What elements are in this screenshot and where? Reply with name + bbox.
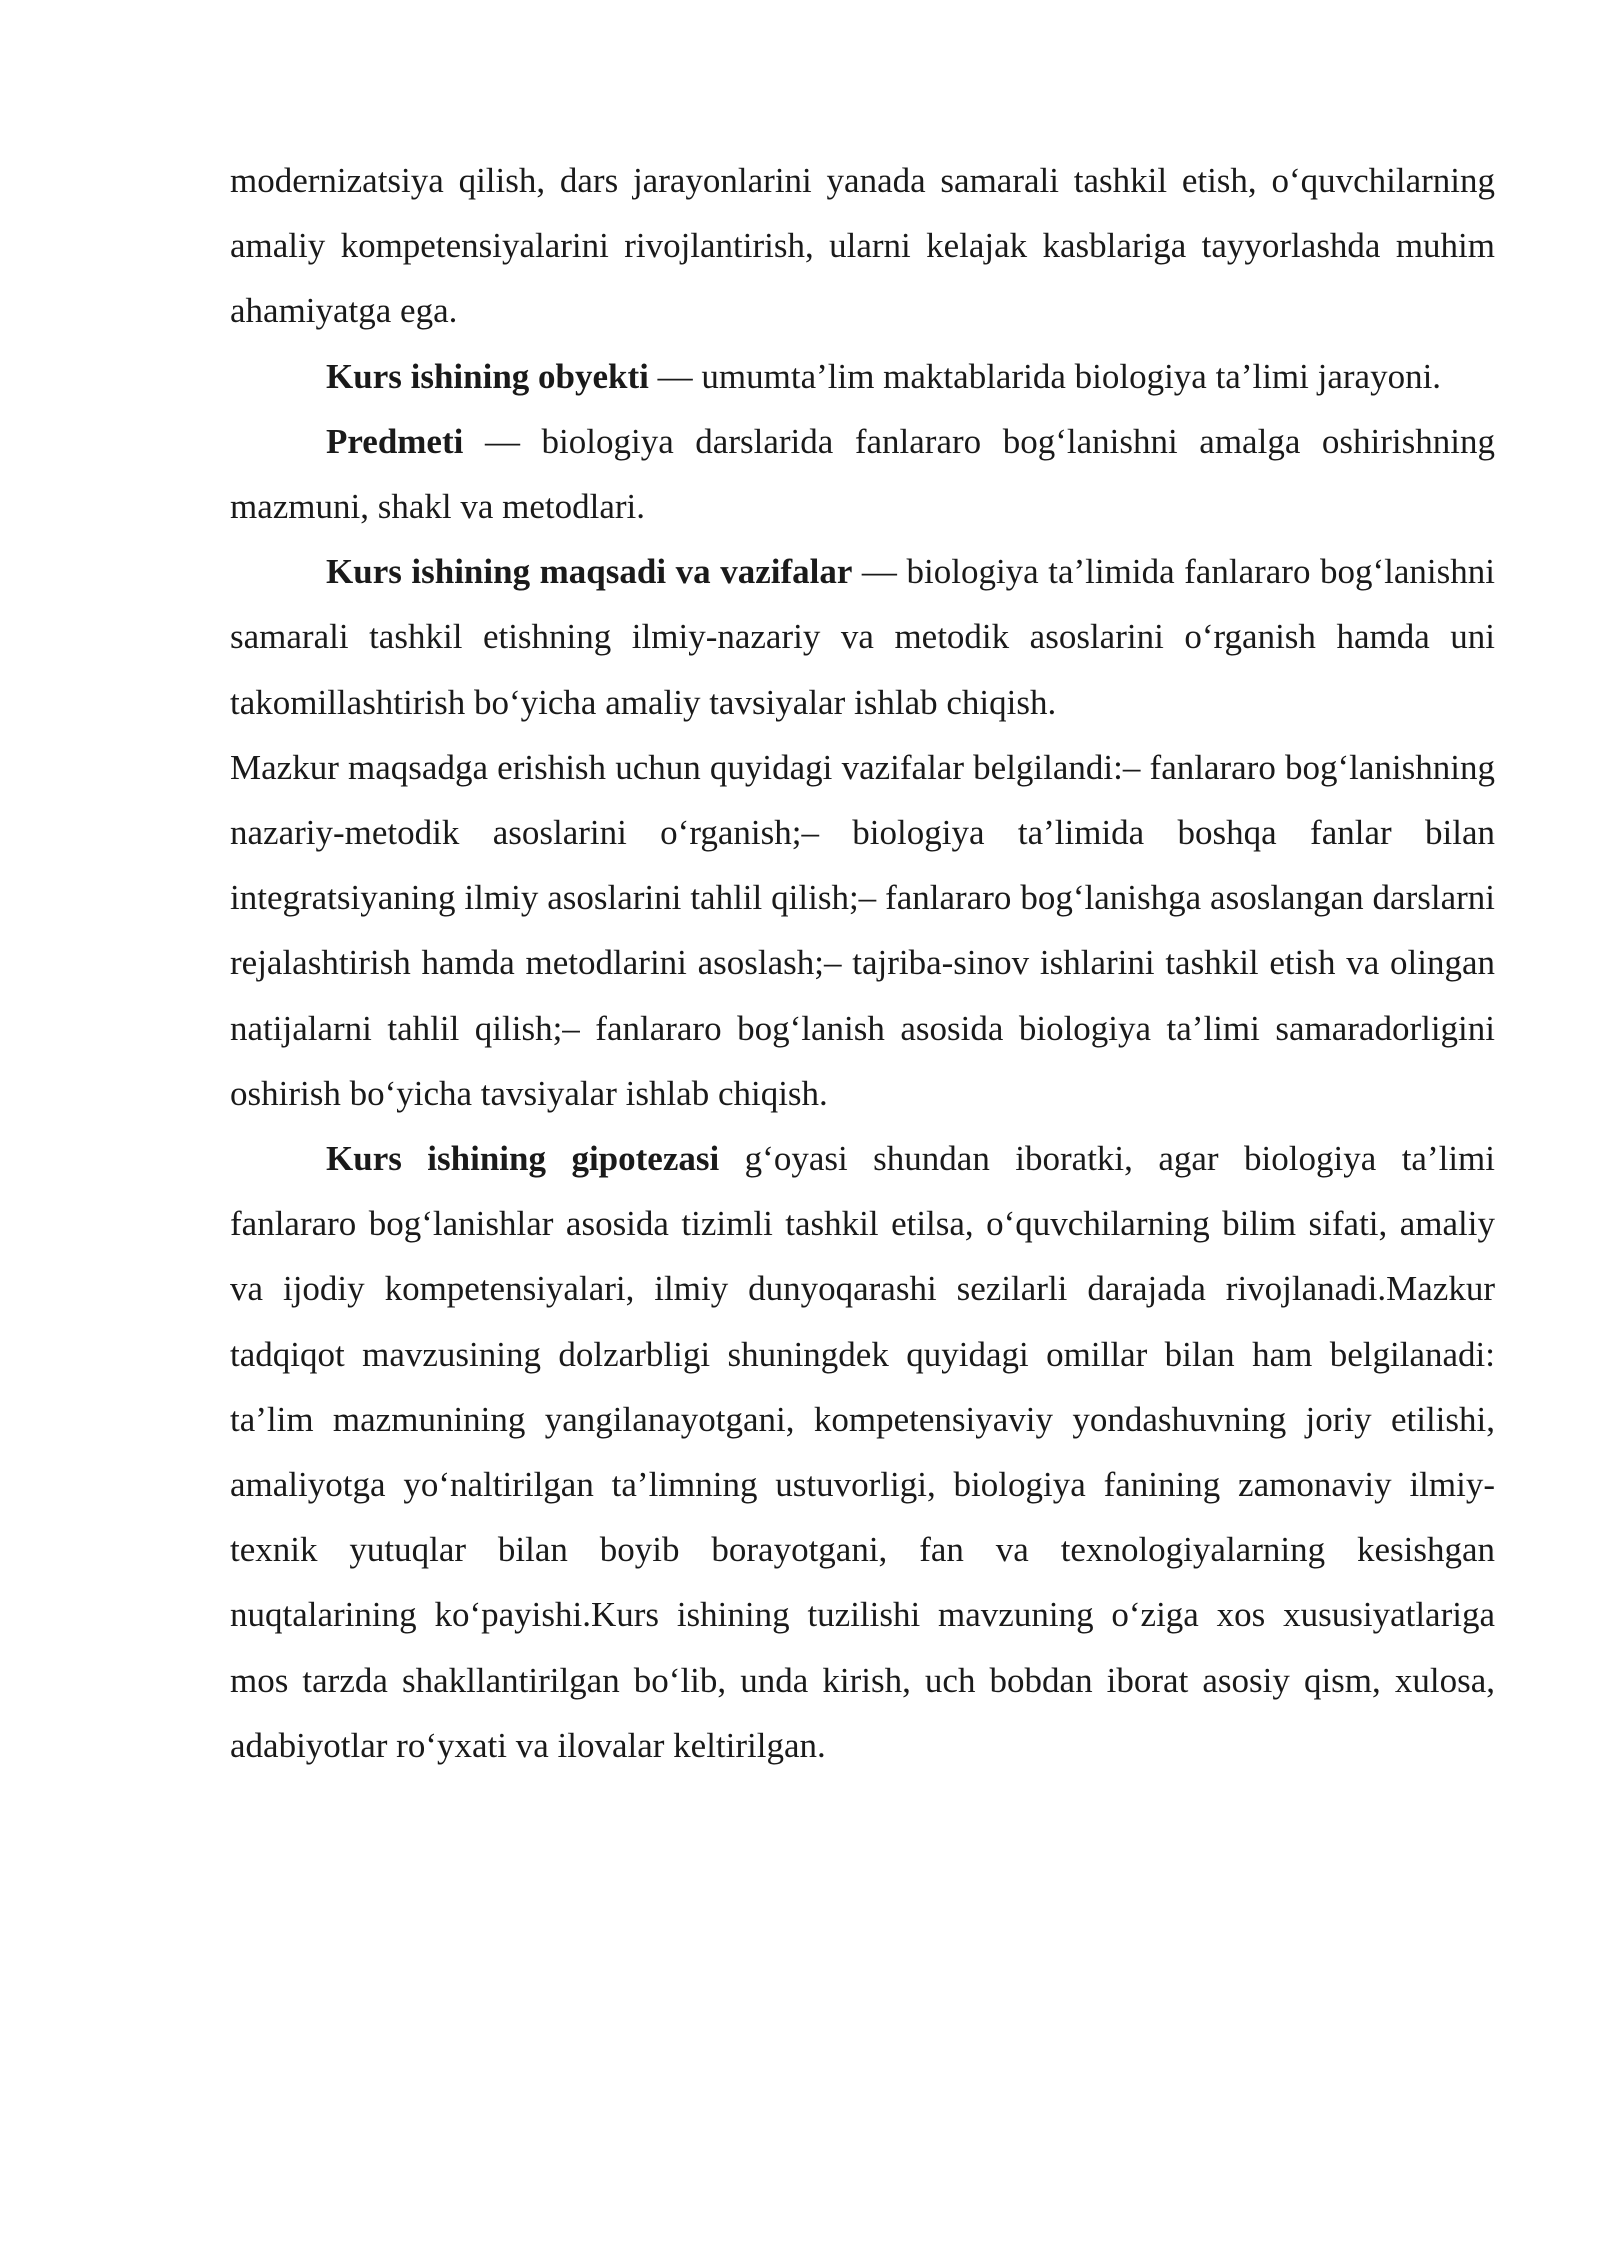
paragraph-text: — umumta’lim maktablarida biologiya ta’limi jarayoni. [648, 356, 1442, 396]
paragraph-goals [230, 539, 1495, 735]
paragraph-text: g‘oyasi shundan iboratki, agar biologiya ta’limi fanlararo bog‘lanishlar asosida tizimli tashkil etilsa, o‘quvchilarning bilim sifati, amaliy va ijodiy kompetensiyalari, ilmiy dunyoqarashi sezilarli darajada rivojlanadi.Mazkur tadqiqot mavzusining dolzarbligi shuningdek quyidagi omillar bilan ham belgilanadi: ta’lim mazmunining yangilanayotgani, kompetensiyaviy yondashuvning joriy etilishi, amaliyotga yo‘naltirilgan ta’limning ustuvorligi, biologiya fanining zamonaviy ilmiy-texnik yutuqlar bilan boyib borayotgani, fan va texnologiyalarning kesishgan nuqtalarining ko‘payishi.Kurs ishining tuzilishi mavzuning o‘ziga xos xususiyatlariga mos tarzda shakllantirilgan bo‘lib, unda kirish, uch bobdan iborat asosiy qism, xulosa, adabiyotlar ro‘yxati va ilovalar keltirilgan. [230, 1139, 1496, 1765]
paragraph-heading: Kurs ishining gipotezasi [326, 1139, 720, 1179]
paragraph-hypothesis [230, 1126, 1495, 1778]
document-body [230, 148, 1495, 1778]
paragraph-heading: Kurs ishining maqsadi va vazifalar [326, 552, 853, 592]
paragraph-tasks [230, 735, 1495, 1126]
paragraph-text: — biologiya darslarida fanlararo bog‘lanishni amalga oshirishning mazmuni, shakl va metodlari. [230, 421, 1495, 527]
paragraph-text: Mazkur maqsadga erishish uchun quyidagi vazifalar belgilandi:– fanlararo bog‘lanishning nazariy-metodik asoslarini o‘rganish;– biologiya ta’limida boshqa fanlar bilan integratsiyaning ilmiy asoslarini tahlil qilish;– fanlararo bog‘lanishga asoslangan darslarni rejalashtirish hamda metodlarini asoslash;– tajriba-sinov ishlarini tashkil etish va olingan natijalarni tahlil qilish;– fanlararo bog‘lanish asosida biologiya ta’limi samaradorligini oshirish bo‘yicha tavsiyalar ishlab chiqish. [230, 747, 1495, 1113]
paragraph-object [230, 344, 1495, 409]
paragraph-heading: Kurs ishining obyekti [326, 356, 649, 396]
paragraph-intro-continuation [230, 148, 1495, 344]
paragraph-text: — biologiya ta’limida fanlararo bog‘lanishni samarali tashkil etishning ilmiy-nazariy va metodik asoslarini o‘rganish hamda uni takomillashtirish bo‘yicha amaliy tavsiyalar ishlab chiqish. [230, 552, 1495, 722]
paragraph-subject [230, 409, 1495, 539]
paragraph-heading: Predmeti [326, 421, 464, 461]
paragraph-text: modernizatsiya qilish, dars jarayonlarini yanada samarali tashkil etish, o‘quvchilarning amaliy kompetensiyalarini rivojlantirish, ularni kelajak kasblariga tayyorlashda muhim ahamiyatga ega. [230, 161, 1495, 331]
